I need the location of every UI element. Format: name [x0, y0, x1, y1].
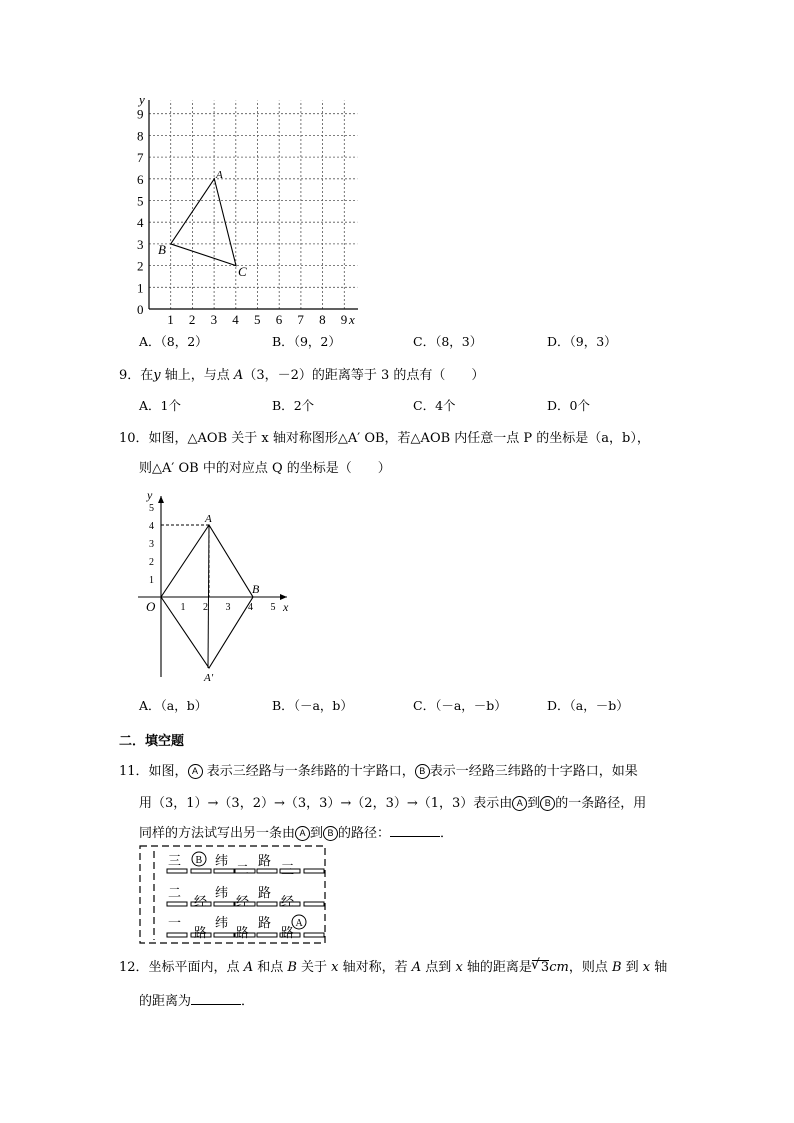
label-b: B	[252, 582, 260, 596]
label-a-prime: A′	[204, 672, 214, 684]
x-tick-label: 1	[180, 602, 186, 613]
map-text: 路	[194, 925, 208, 940]
x-axis-label: x	[283, 600, 289, 614]
road-segment	[214, 869, 234, 873]
question-11-line-1: 11．如图， A 表示三经路与一条纬路的十字路口， B 表示一经路三纬路的十字路口，如果	[119, 764, 638, 779]
sqrt-expression: √ 3	[532, 960, 549, 975]
map-text: 三	[281, 862, 295, 877]
y-tick-label: 2	[137, 258, 144, 274]
y-tick-label: 5	[137, 193, 144, 209]
circled-b-icon	[192, 852, 206, 866]
y-tick-label: 4	[149, 521, 154, 532]
y-tick-label: 4	[137, 215, 144, 231]
x-tick-label: 9	[340, 312, 348, 327]
coordinate-graph-1	[130, 92, 370, 332]
circled-a-icon	[292, 915, 306, 929]
y-axis-label: y	[139, 92, 145, 107]
q8-option-a: A．（8，2）	[139, 334, 208, 349]
road-segment	[167, 869, 187, 873]
map-text: 三	[168, 853, 182, 868]
road-segment	[167, 933, 187, 937]
x-tick-label: 2	[203, 602, 208, 613]
x-tick-label: 2	[188, 312, 196, 327]
q9-option-c: C．4个	[413, 398, 456, 413]
y-tick-label: 3	[149, 539, 154, 550]
y-tick-label: 3	[137, 236, 144, 252]
circled-a-icon: A	[188, 764, 203, 779]
road-segment	[257, 869, 277, 873]
map-text: 路	[258, 853, 272, 868]
x-tick-label: 3	[210, 312, 218, 327]
map-text: 纬	[215, 853, 229, 868]
y-tick-label: 9	[137, 106, 144, 122]
x-tick-label: 6	[275, 312, 283, 327]
q10-option-d: D．（a，－b）	[547, 698, 629, 713]
map-text: 经	[236, 894, 250, 909]
point-label-c: C	[238, 264, 247, 279]
road-segment	[167, 902, 187, 906]
label-a: A	[205, 513, 212, 525]
x-tick-label: 3	[225, 602, 231, 613]
question-10-line-2: 则△A′ OB 中的对应点 Q 的坐标是（ ）	[139, 461, 391, 476]
question-12-line-2: 的距离为 ．	[139, 994, 255, 1009]
section-heading: 二．填空题	[119, 734, 185, 749]
x-tick-label: 5	[270, 602, 276, 613]
answer-blank	[191, 992, 241, 1005]
y-tick-label: 1	[137, 280, 144, 296]
road-segment	[304, 902, 324, 906]
y-tick-label: 5	[149, 503, 154, 514]
point-label-a: A	[216, 169, 223, 181]
x-tick-label: 4	[248, 602, 253, 613]
road-segment	[214, 933, 234, 937]
x-tick-label: 1	[167, 312, 174, 327]
answer-blank	[390, 824, 440, 837]
map-text: 路	[258, 885, 272, 900]
map-text: 二	[168, 885, 182, 900]
triangle-aob	[161, 525, 253, 597]
road-segment	[257, 902, 277, 906]
x-tick-label: 7	[297, 312, 304, 327]
road-segment	[214, 902, 234, 906]
q10-option-a: A．（a，b）	[139, 698, 208, 713]
coordinate-graph-2	[135, 487, 295, 687]
circled-a-icon: A	[512, 796, 527, 811]
y-axis-label: y	[147, 488, 153, 502]
y-tick-label: 2	[149, 557, 154, 568]
map-text: 纬	[215, 885, 229, 900]
x-tick-label: 4	[232, 312, 239, 327]
map-text: 二	[236, 862, 250, 877]
map-text: 路	[236, 925, 250, 940]
y-tick-label: 8	[137, 128, 144, 144]
circled-a-icon: A	[295, 826, 310, 841]
question-9: 9．在y 轴上，与点 A（3，－2）的距离等于 3 的点有（ ）	[119, 368, 485, 383]
q9-option-d: D．0个	[547, 398, 590, 413]
question-11-line-2: 用（3，1）→（3，2）→（3，3）→（2，3）→（1，3）表示由 A 到 B 的一条路径，用	[139, 796, 647, 811]
map-text: 经	[281, 894, 295, 909]
q8-option-b: B．（9，2）	[272, 334, 341, 349]
x-tick-label: 8	[319, 312, 326, 327]
road-segment	[191, 869, 211, 873]
q8-option-d: D．（9，3）	[547, 334, 617, 349]
question-11-line-3: 同样的方法试写出另一条由 A 到 B 的路径： ．	[139, 826, 454, 841]
svg-text:A: A	[295, 918, 303, 929]
question-12-line-1: 12．坐标平面内，点 A 和点 B 关于 x 轴对称，若 A 点到 x 轴的距离是√ 3cm，则点 B 到 x 轴	[119, 956, 667, 975]
y-tick-label: 6	[137, 171, 144, 187]
map-text: 纬	[215, 915, 229, 930]
svg-text:B: B	[195, 855, 203, 866]
road-segment	[257, 933, 277, 937]
y-tick-label: 7	[137, 150, 144, 166]
map-text: 路	[258, 915, 272, 930]
circled-b-icon: B	[323, 826, 338, 841]
q10-option-c: C．（－a，－b）	[413, 698, 507, 713]
question-10-line-1: 10．如图，△AOB 关于 x 轴对称图形△A′ OB，若△AOB 内任意一点 P 的坐标是（a，b），	[119, 431, 650, 446]
point-label-b: B	[158, 242, 166, 257]
map-text: 一	[168, 915, 182, 930]
road-segment	[304, 933, 324, 937]
x-axis-label: x	[349, 312, 355, 327]
map-text: 经	[194, 894, 208, 909]
circled-b-icon: B	[540, 796, 555, 811]
road-segment	[304, 869, 324, 873]
grid-lines	[149, 101, 357, 309]
origin-label: 0	[137, 302, 144, 317]
map-text: 路	[281, 925, 295, 940]
x-tick-label: 5	[254, 312, 261, 327]
q9-option-b: B．2个	[272, 398, 315, 413]
circled-b-icon: B	[415, 764, 430, 779]
origin-label: O	[146, 599, 156, 614]
y-tick-label: 1	[149, 575, 154, 586]
q10-option-b: B．（－a，b）	[272, 698, 353, 713]
street-map	[138, 843, 330, 947]
q8-option-c: C．（8，3）	[413, 334, 483, 349]
q9-option-a: A．1个	[139, 398, 181, 413]
